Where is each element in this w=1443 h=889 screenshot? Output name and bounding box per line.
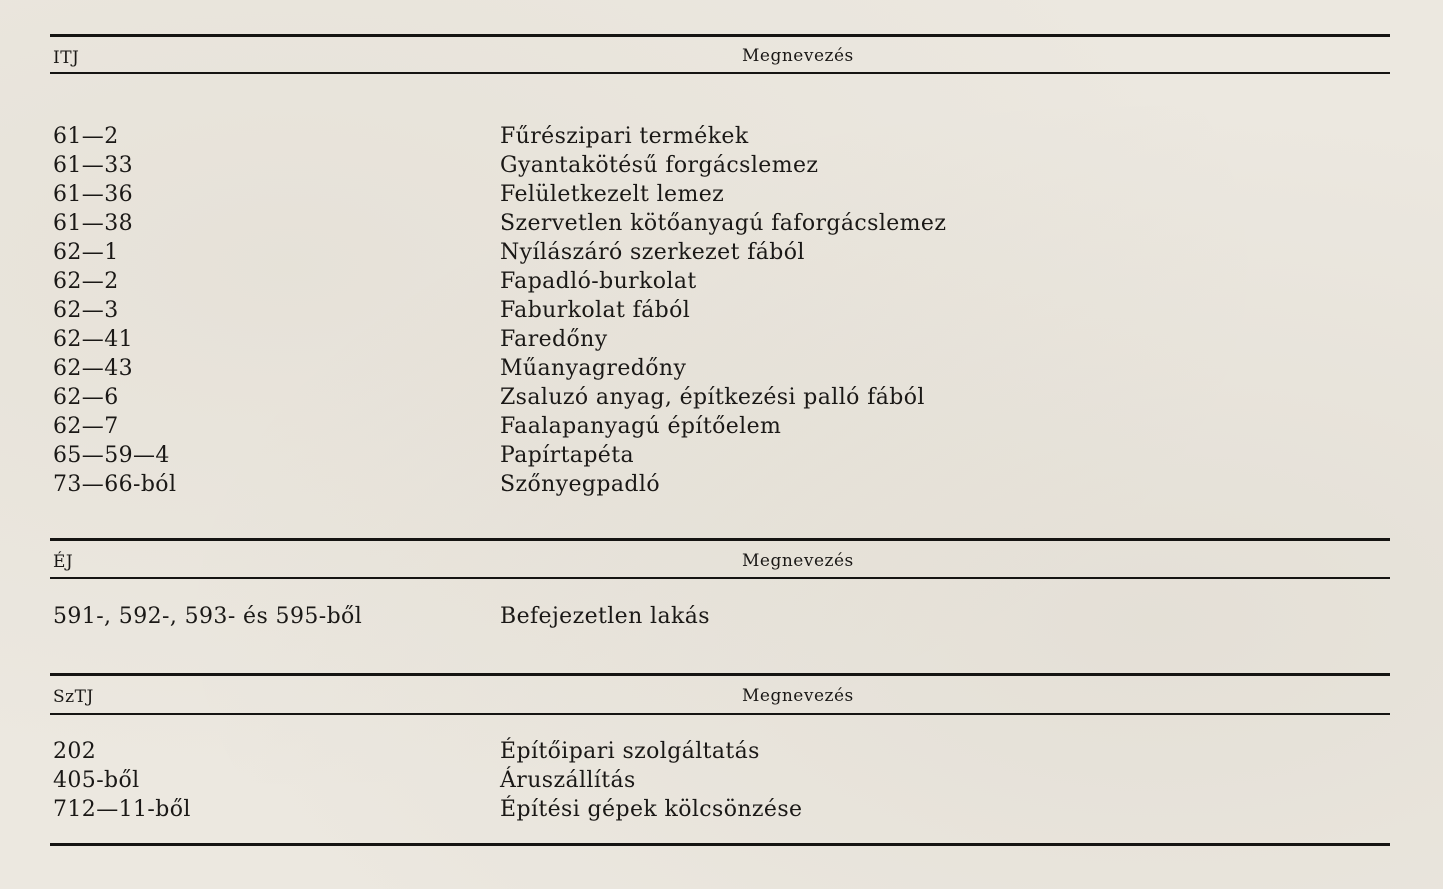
table-row [53, 238, 1353, 267]
row-code: 61—2 [53, 124, 119, 149]
row-code: 405-ből [53, 768, 140, 793]
top-rule [50, 34, 1390, 37]
ej-header-rule [50, 577, 1390, 579]
row-code: 62—7 [53, 414, 119, 439]
row-code: 62—43 [53, 356, 133, 381]
table-row [53, 209, 1353, 238]
row-name: Építési gépek kölcsönzése [500, 797, 803, 822]
ej-name-header: Megnevezés [742, 551, 854, 571]
ej-code-header: ÉJ [53, 552, 74, 572]
table-row [53, 122, 1353, 151]
row-code: 62—1 [53, 240, 119, 265]
row-name: Befejezetlen lakás [500, 604, 710, 629]
row-name: Nyílászáró szerkezet fából [500, 240, 805, 265]
row-code: 62—3 [53, 298, 119, 323]
row-code: 65—59—4 [53, 443, 170, 468]
table-row [53, 795, 1353, 824]
row-name: Faburkolat fából [500, 298, 691, 323]
table-row [53, 412, 1353, 441]
sztj-header-rule [50, 713, 1390, 715]
table-row [53, 383, 1353, 412]
row-name: Szervetlen kötőanyagú faforgácslemez [500, 211, 947, 236]
row-name: Szőnyegpadló [500, 472, 660, 497]
row-name: Felületkezelt lemez [500, 182, 725, 207]
row-code: 62—2 [53, 269, 119, 294]
table-row [53, 354, 1353, 383]
table-row [53, 602, 1353, 631]
row-name: Faalapanyagú építőelem [500, 414, 782, 439]
row-name: Faredőny [500, 327, 608, 352]
ej-top-rule [50, 538, 1390, 541]
row-name: Fűrészipari termékek [500, 124, 749, 149]
sztj-table-body [53, 737, 1353, 824]
row-name: Építőipari szolgáltatás [500, 739, 760, 764]
row-code: 61—33 [53, 153, 133, 178]
row-name: Gyantakötésű forgácslemez [500, 153, 819, 178]
row-code: 62—41 [53, 327, 133, 352]
row-name: Áruszállítás [500, 768, 636, 793]
row-name: Fapadló-burkolat [500, 269, 697, 294]
row-code: 62—6 [53, 385, 119, 410]
table-row [53, 180, 1353, 209]
row-name: Zsaluzó anyag, építkezési palló fából [500, 385, 925, 410]
itj-header-rule [50, 72, 1390, 74]
row-code: 73—66-ból [53, 472, 177, 497]
sztj-code-header: SzTJ [53, 687, 94, 707]
row-code: 61—38 [53, 211, 133, 236]
itj-code-header: ITJ [53, 48, 80, 68]
table-row [53, 766, 1353, 795]
sztj-top-rule [50, 673, 1390, 676]
row-name: Papírtapéta [500, 443, 634, 468]
table-row [53, 325, 1353, 354]
itj-name-header: Megnevezés [742, 46, 854, 66]
row-code: 202 [53, 739, 97, 764]
table-row [53, 151, 1353, 180]
sztj-name-header: Megnevezés [742, 686, 854, 706]
table-row [53, 441, 1353, 470]
table-row [53, 470, 1353, 499]
row-code: 61—36 [53, 182, 133, 207]
ej-table-body [53, 602, 1353, 631]
row-code: 591-, 592-, 593- és 595-ből [53, 604, 363, 629]
itj-table-body [53, 122, 1353, 499]
table-row [53, 737, 1353, 766]
row-name: Műanyagredőny [500, 356, 687, 381]
table-row [53, 267, 1353, 296]
row-code: 712—11-ből [53, 797, 191, 822]
bottom-rule [50, 843, 1390, 846]
table-row [53, 296, 1353, 325]
